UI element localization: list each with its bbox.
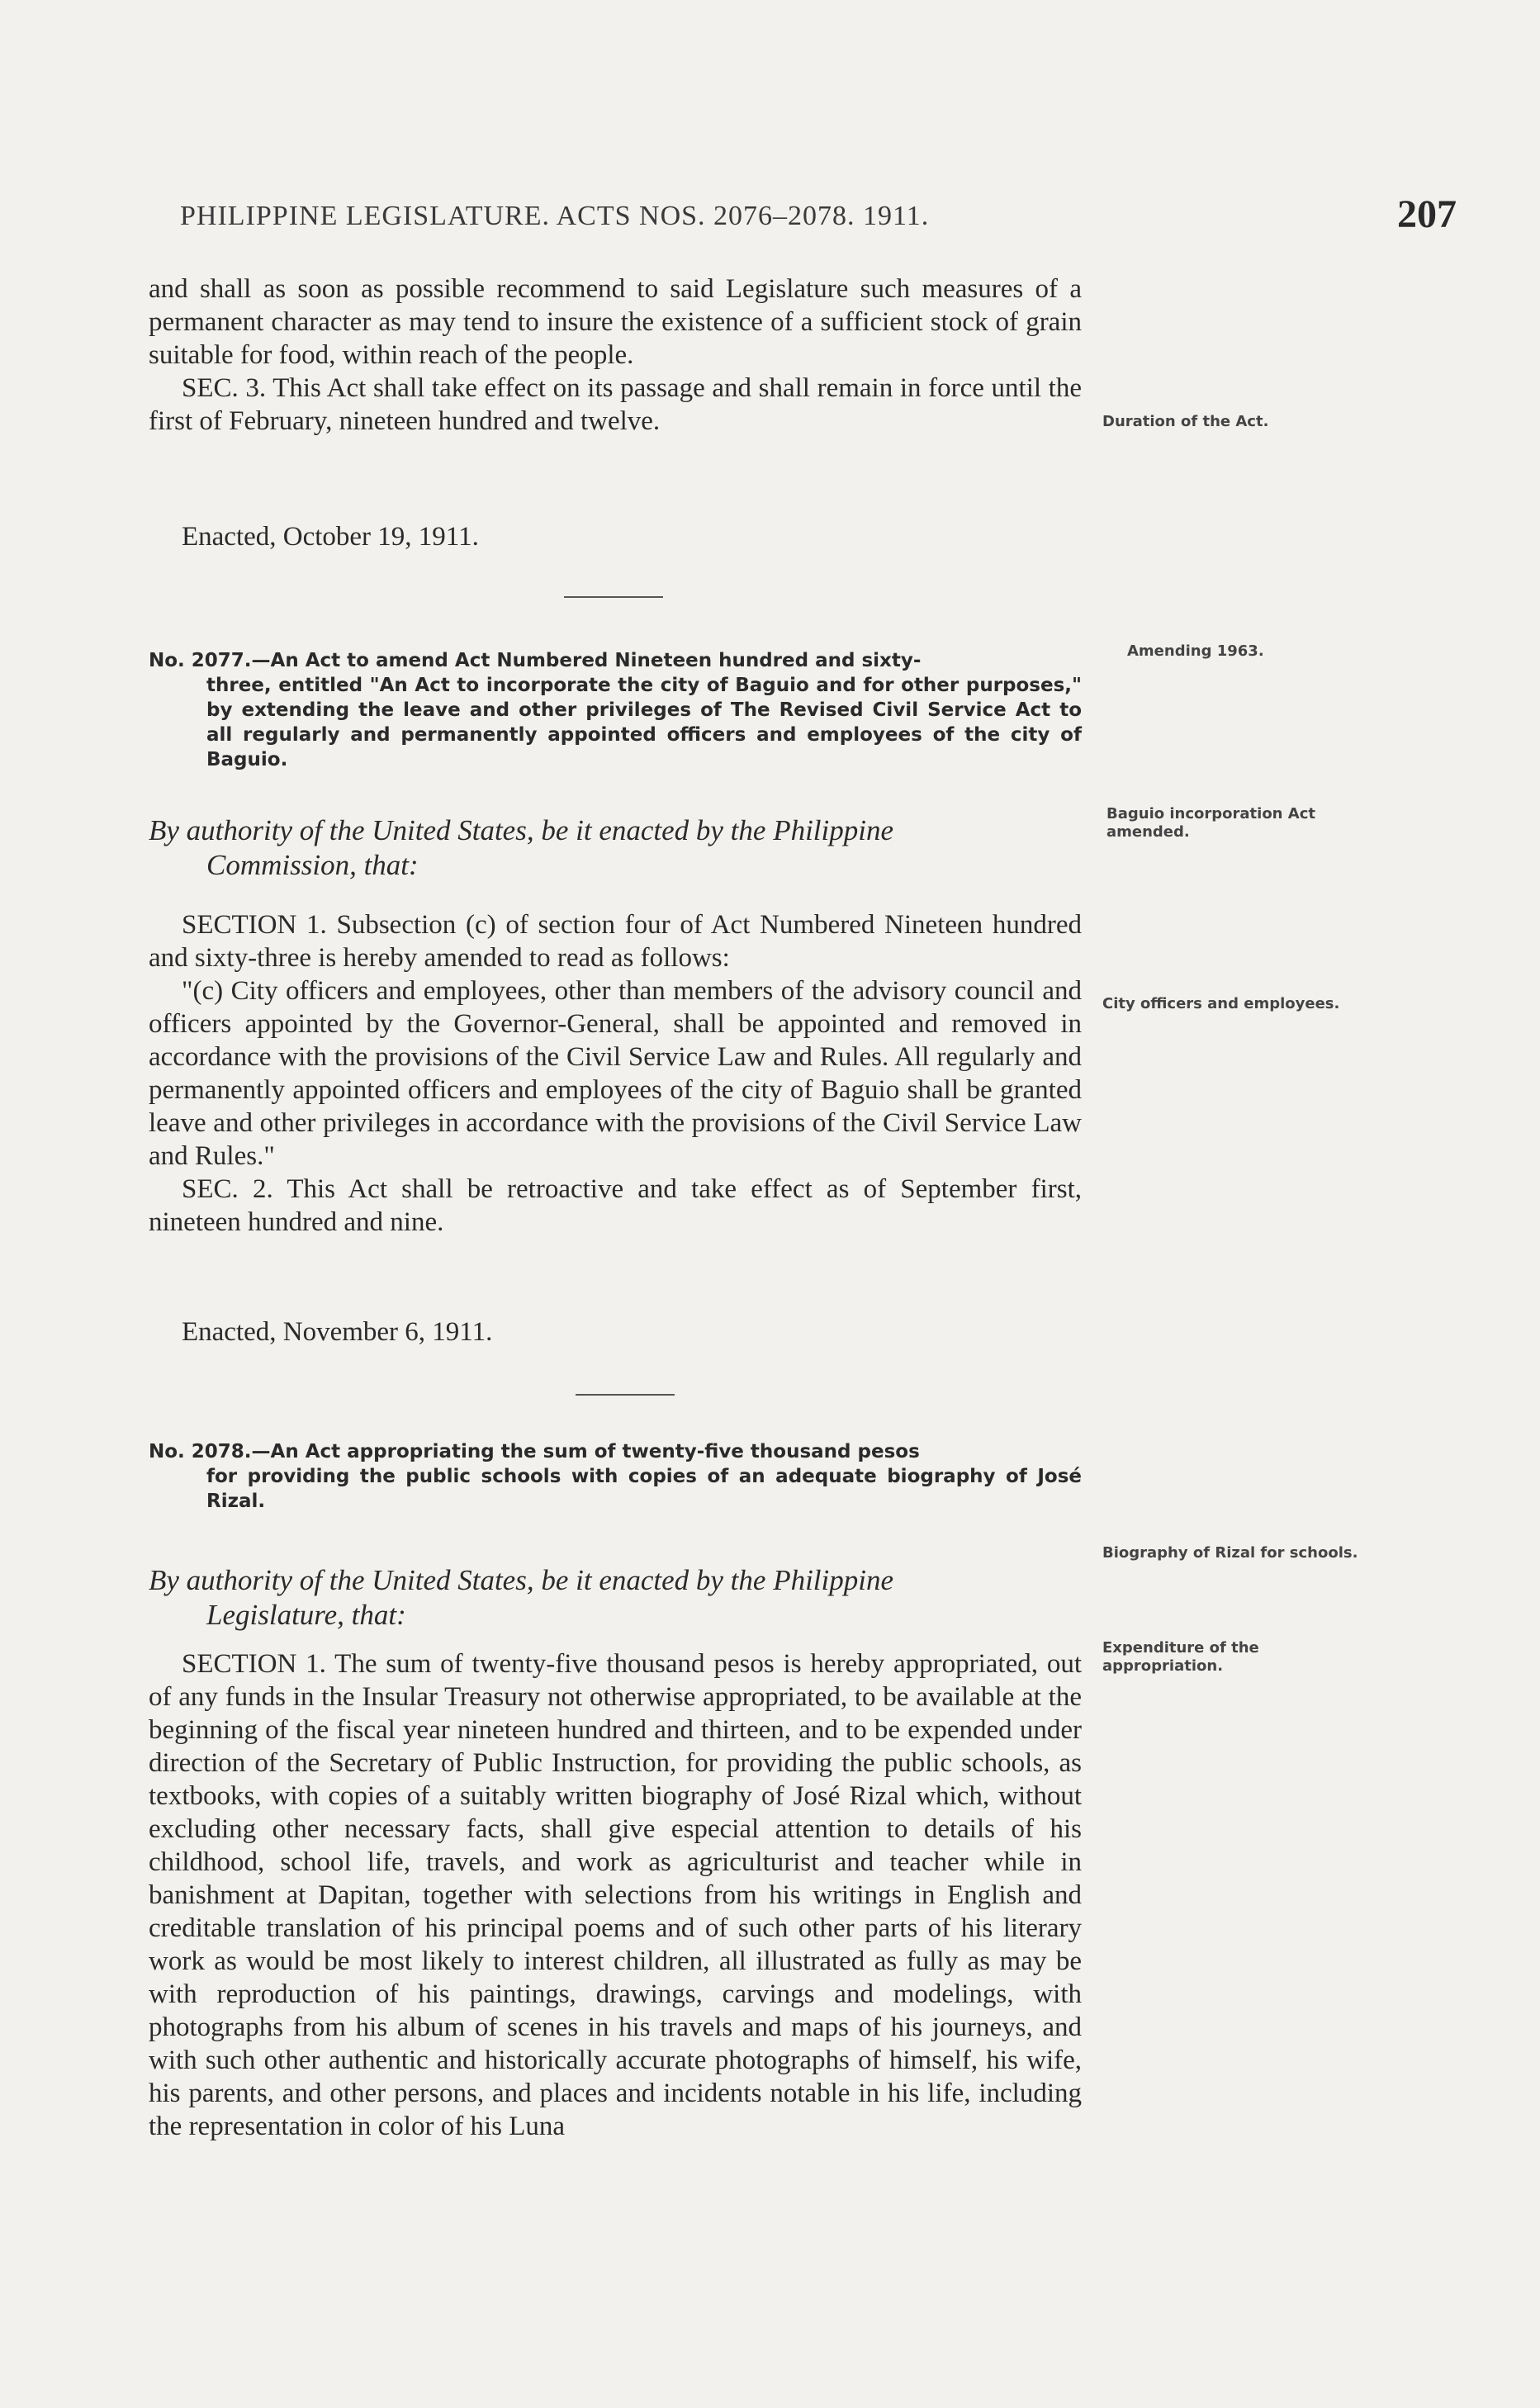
act-2076-enacted: Enacted, October 19, 1911. xyxy=(182,522,479,552)
section-label: SECTION 1. xyxy=(182,910,327,940)
section-label: SECTION 1. xyxy=(182,1649,326,1679)
section-text: Subsection (c) of section four of Act Numbered Nineteen hundred and sixty-three is hereby amended to read as follows: xyxy=(149,910,1082,973)
margin-note-amending: Amending 1963. xyxy=(1127,642,1264,660)
act-2077-section-2 xyxy=(149,1173,1082,1239)
quoted-subsection-c: "(c) City officers and employees, other than members of the advisory council and officers appointed by the Governor-General, shall be appointed and removed in accordance with the provisions of the Civil Service Law and Rules. All regularly and permanently appointed officers and employees of the city of Baguio shall be granted leave and other privileges in accordance with the provisions of the Civil Service Law and Rules." xyxy=(149,976,1082,1171)
enacting-line-1: By authority of the United States, be it enacted by the Philippine xyxy=(149,1564,894,1596)
act-2078-body xyxy=(149,1647,1082,2143)
act-2078-title xyxy=(149,1439,1082,1514)
act-2077-enacting-clause xyxy=(149,813,1098,883)
title-rest: for providing the public schools with copies of an adequate biography of José Rizal. xyxy=(206,1466,1082,1512)
section-divider xyxy=(564,596,663,598)
margin-note-expenditure: Expenditure of the appropriation. xyxy=(1102,1639,1259,1675)
title-first-line: No. 2077.—An Act to amend Act Numbered Nineteen hundred and sixty- xyxy=(149,650,922,671)
act-2077-enacted: Enacted, November 6, 1911. xyxy=(182,1317,493,1347)
section-label: SEC. 2. xyxy=(182,1174,273,1204)
enacting-line-2: Legislature, that: xyxy=(206,1599,406,1631)
continuation-paragraph: and shall as soon as possible recommend to said Legislature such measures of a permanent character as may tend to insure the existence of a sufficient stock of grain suitable for food, within reach of the people. xyxy=(149,274,1082,370)
act-2077-title xyxy=(149,648,1082,772)
section-text: This Act shall be retroactive and take effect as of September first, nineteen hundred and nine. xyxy=(149,1174,1082,1237)
margin-note-baguio: Baguio incorporation Act amended. xyxy=(1106,805,1315,841)
act-2077-body xyxy=(149,908,1082,1239)
margin-note-duration: Duration of the Act. xyxy=(1102,413,1269,430)
section-text: The sum of twenty-five thousand pesos is hereby appropriated, out of any funds in the Insular Treasury not otherwise appropriated, to be available at the beginning of the fiscal year nineteen hundred and thirteen, and to be expended under direction of the Secretary of Public Instruction, for providing the public schools, as textbooks, with copies of a suitably written biography of José Rizal which, without excluding other necessary facts, shall give especial attention to details of his childhood, school life, travels, and work as agriculturist and teacher while in banishment at Dapitan, together with selections from his writings in English and creditable translation of his principal poems and of such other parts of his literary work as would be most likely to interest children, all illustrated as fully as may be with reproduction of his paintings, drawings, carvings and modelings, with photographs from his album of scenes in his travels and maps of his journeys, and with such other authentic and historically accurate photographs of himself, his wife, his parents, and other persons, and places and incidents notable in his life, including the representation in color of his Luna xyxy=(149,1649,1082,2141)
act-2078-section-1 xyxy=(149,1647,1082,2143)
act-2078-enacting-clause xyxy=(149,1563,1098,1633)
section-divider xyxy=(576,1394,675,1396)
page-number: 207 xyxy=(1397,192,1457,236)
running-header: PHILIPPINE LEGISLATURE. ACTS NOS. 2076–2078. 1911. xyxy=(180,201,930,231)
margin-note-biography: Biography of Rizal for schools. xyxy=(1102,1544,1358,1562)
section-label: SEC. 3. xyxy=(182,373,267,403)
enacting-line-1: By authority of the United States, be it enacted by the Philippine xyxy=(149,814,894,846)
margin-note-city-officers: City officers and employees. xyxy=(1102,995,1340,1012)
enacting-line-2: Commission, that: xyxy=(206,849,419,881)
title-first-line: No. 2078.—An Act appropriating the sum of twenty-five thousand pesos xyxy=(149,1441,920,1462)
act-2076-continuation xyxy=(149,273,1082,438)
act-2077-section-1 xyxy=(149,908,1082,974)
title-rest: three, entitled "An Act to incorporate the city of Baguio and for other purposes," by extending the leave and other privileges of The Revised Civil Service Act to all regularly and permanently appointed officers and employees of the city of Baguio. xyxy=(206,675,1082,770)
section-text: This Act shall take effect on its passage and shall remain in force until the first of February, nineteen hundred and twelve. xyxy=(149,373,1082,436)
act-2076-section-3 xyxy=(149,372,1082,438)
